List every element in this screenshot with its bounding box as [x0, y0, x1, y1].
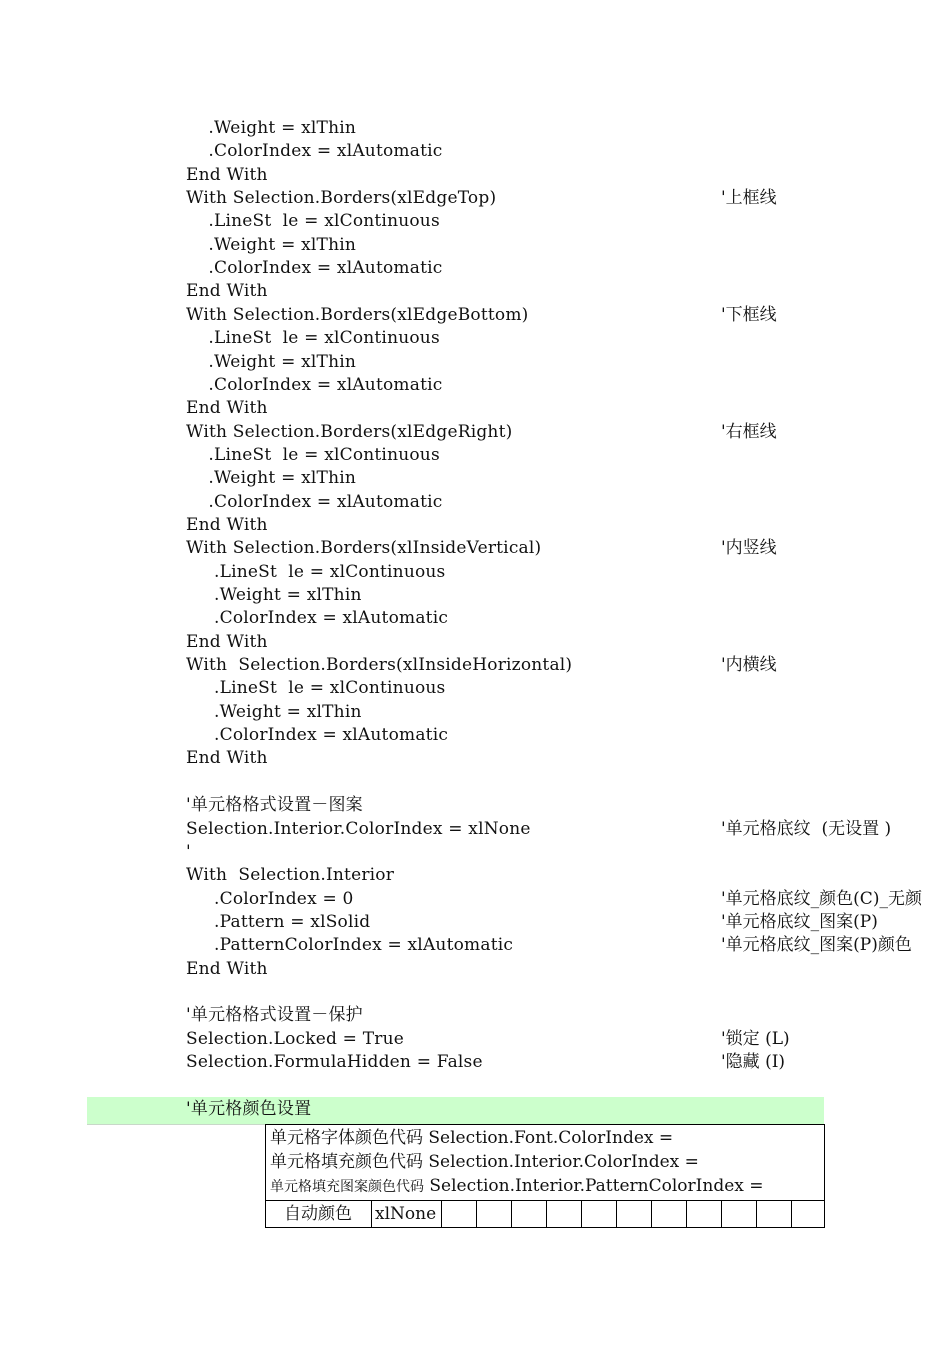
- color-swatch-cell: [791, 1200, 826, 1228]
- code-line: End With: [186, 958, 268, 979]
- code-line: End With: [186, 164, 268, 185]
- code-comment: '上框线: [721, 188, 777, 209]
- code-line: .LineSt le = xlContinuous: [186, 444, 440, 465]
- code-line: With Selection.Borders(xlInsideHorizontal): [186, 655, 573, 676]
- color-swatch-cell: [581, 1200, 616, 1228]
- color-swatch-cell: [756, 1200, 791, 1228]
- code-line: Selection.Interior.ColorIndex = xlNone: [186, 818, 531, 839]
- code-comment: '下框线: [721, 304, 777, 325]
- code-line: '单元格格式设置－保护: [186, 1005, 363, 1026]
- code-line: .ColorIndex = xlAutomatic: [186, 725, 449, 746]
- code-comment: '内横线: [721, 655, 777, 676]
- color-swatch-cell: [721, 1200, 756, 1228]
- auto-color-label: 自动颜色: [284, 1204, 352, 1224]
- code-line: End With: [186, 398, 268, 419]
- code-line: .Weight = xlThin: [186, 585, 362, 605]
- code-line: .PatternColorIndex = xlAutomatic: [186, 935, 514, 956]
- code-line: With Selection.Borders(xlEdgeRight): [186, 421, 513, 442]
- code-comment: '单元格底纹 (无设置 ): [721, 818, 892, 839]
- code-line: .LineSt le = xlContinuous: [186, 678, 446, 699]
- color-swatch-cell: [441, 1200, 476, 1228]
- code-line: With Selection.Borders(xlInsideVertical): [186, 538, 542, 559]
- code-line: End With: [186, 281, 268, 302]
- code-comment: '右框线: [721, 421, 777, 442]
- code-line: .Pattern = xlSolid: [186, 911, 371, 932]
- code-line: .ColorIndex = xlAutomatic: [186, 141, 443, 162]
- code-line: With Selection.Interior: [186, 865, 395, 886]
- color-swatch-cell: [511, 1200, 546, 1228]
- code-comment: '单元格底纹_图案(P)颜色: [721, 935, 912, 956]
- code-comment: '单元格底纹_颜色(C)_无颜: [721, 888, 922, 909]
- code-line: .LineSt le = xlContinuous: [186, 211, 440, 232]
- table-row-fill-color: 单元格填充颜色代码 Selection.Interior.ColorIndex =: [270, 1152, 699, 1172]
- code-line: .ColorIndex = xlAutomatic: [186, 258, 443, 279]
- code-line: .ColorIndex = xlAutomatic: [186, 374, 443, 395]
- code-comment: '锁定 (L): [721, 1028, 790, 1049]
- code-comment: '隐藏 (I): [721, 1052, 786, 1072]
- code-line: End With: [186, 514, 268, 535]
- table-row-pattern-color: 单元格填充图案颜色代码 Selection.Interior.PatternColorIndex =: [270, 1176, 764, 1196]
- code-line: .Weight = xlThin: [186, 118, 357, 138]
- code-comment: '内竖线: [721, 538, 777, 559]
- code-line: With Selection.Borders(xlEdgeTop): [186, 188, 497, 209]
- code-line: .Weight = xlThin: [186, 351, 357, 372]
- table-row-font-color: 单元格字体颜色代码 Selection.Font.ColorIndex =: [270, 1128, 674, 1148]
- code-line: .Weight = xlThin: [186, 701, 362, 722]
- xlnone-label: xlNone: [371, 1200, 441, 1228]
- code-line: .Weight = xlThin: [186, 468, 357, 489]
- code-line: .LineSt le = xlContinuous: [186, 328, 440, 349]
- code-comment: '单元格底纹_图案(P): [721, 911, 878, 932]
- color-swatch-cell: [686, 1200, 721, 1228]
- code-line: .Weight = xlThin: [186, 234, 357, 255]
- code-line: .ColorIndex = xlAutomatic: [186, 491, 443, 512]
- code-line: Selection.FormulaHidden = False: [186, 1052, 483, 1072]
- color-swatch-cell: [651, 1200, 686, 1228]
- color-swatch-cell: [476, 1200, 511, 1228]
- code-line: With Selection.Borders(xlEdgeBottom): [186, 304, 529, 325]
- code-line: '单元格格式设置－图案: [186, 795, 363, 816]
- color-swatch-cell: [616, 1200, 651, 1228]
- code-line: End With: [186, 748, 268, 769]
- code-line: .LineSt le = xlContinuous: [186, 561, 446, 582]
- code-line: Selection.Locked = True: [186, 1028, 404, 1049]
- color-swatch-cell: [546, 1200, 581, 1228]
- code-line: .ColorIndex = 0: [186, 888, 354, 909]
- code-line: '单元格颜色设置: [186, 1098, 312, 1119]
- color-swatch-grid: [265, 1200, 825, 1228]
- code-line: ': [186, 841, 191, 862]
- code-line: .ColorIndex = xlAutomatic: [186, 608, 449, 629]
- code-line: End With: [186, 631, 268, 652]
